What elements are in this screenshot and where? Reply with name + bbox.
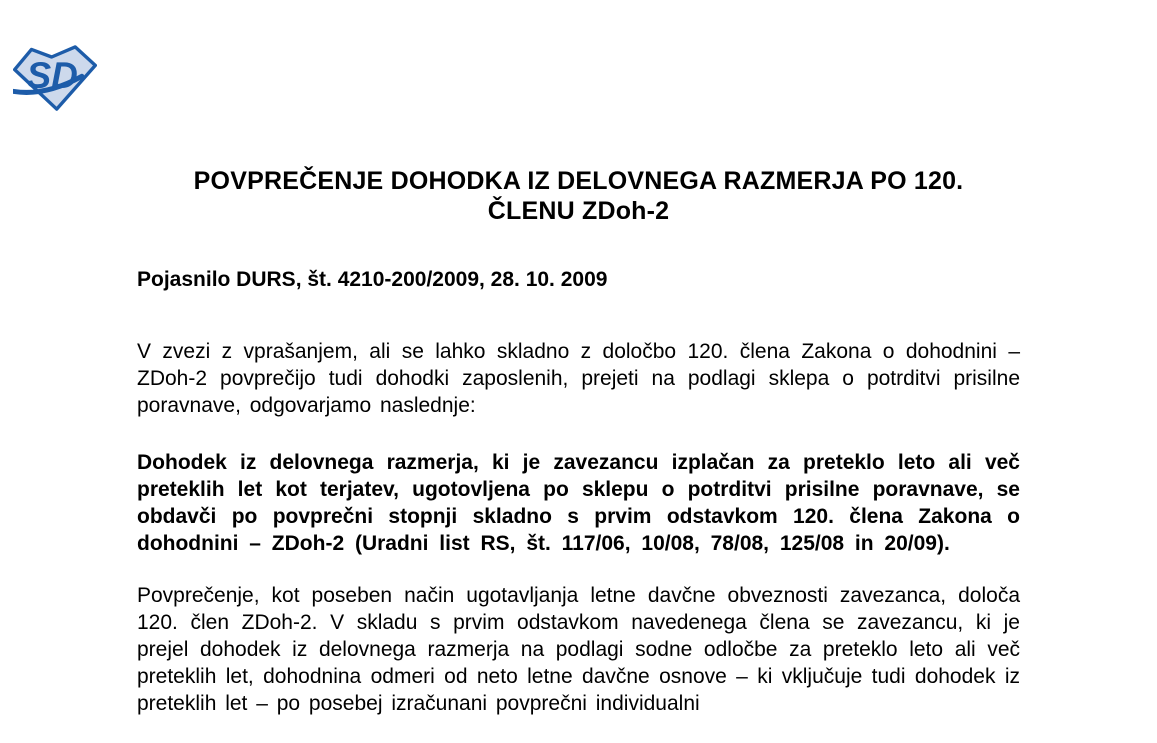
document-subtitle: Pojasnilo DURS, št. 4210-200/2009, 28. 10. 2009 [137,268,608,291]
logo-letters: SD [26,55,78,97]
document-body [137,0,1020,717]
paragraph-intro: V zvezi z vprašanjem, ali se lahko skladno z določbo 120. člena Zakona o dohodnini – ZDoh-2 povprečijo tudi dohodki zaposlenih, prejeti na podlagi sklepa o potrditvi prisilne poravnave, odgovarjamo naslednje: [137,340,1020,417]
document-title-line2: ČLENU ZDoh-2 [487,197,670,225]
paragraph-ruling-bold: Dohodek iz delovnega razmerja, ki je zavezancu izplačan za preteklo leto ali več preteklih let kot terjatev, ugotovljena po sklepu o potrditvi prisilne poravnave, se obdavči po povprečni stopnji skladno s prvim odstavkom 120. člena Zakona o dohodnini – ZDoh-2 (Uradni list RS, št. 117/06, 10/08, 78/08, 125/08 in 20/09). [137,451,1020,555]
document-title-line1: POVPREČENJE DOHODKA IZ DELOVNEGA RAZMERJA PO 120. [193,167,964,195]
document-title [137,166,1020,226]
sd-diamond-logo [13,44,97,112]
paragraph-explanation: Povprečenje, kot poseben način ugotavljanja letne davčne obveznosti zavezanca, določa 120. člen ZDoh-2. V skladu s prvim odstavkom navedenega člena se zavezancu, ki je prejel dohodek iz delovnega razmerja na podlagi sodne odločbe za preteklo leto ali več preteklih let, dohodnina odmeri od neto letne davčne osnove – ki vključuje tudi dohodek iz preteklih let – po posebej izračunani povprečni individualni [137,584,1020,715]
